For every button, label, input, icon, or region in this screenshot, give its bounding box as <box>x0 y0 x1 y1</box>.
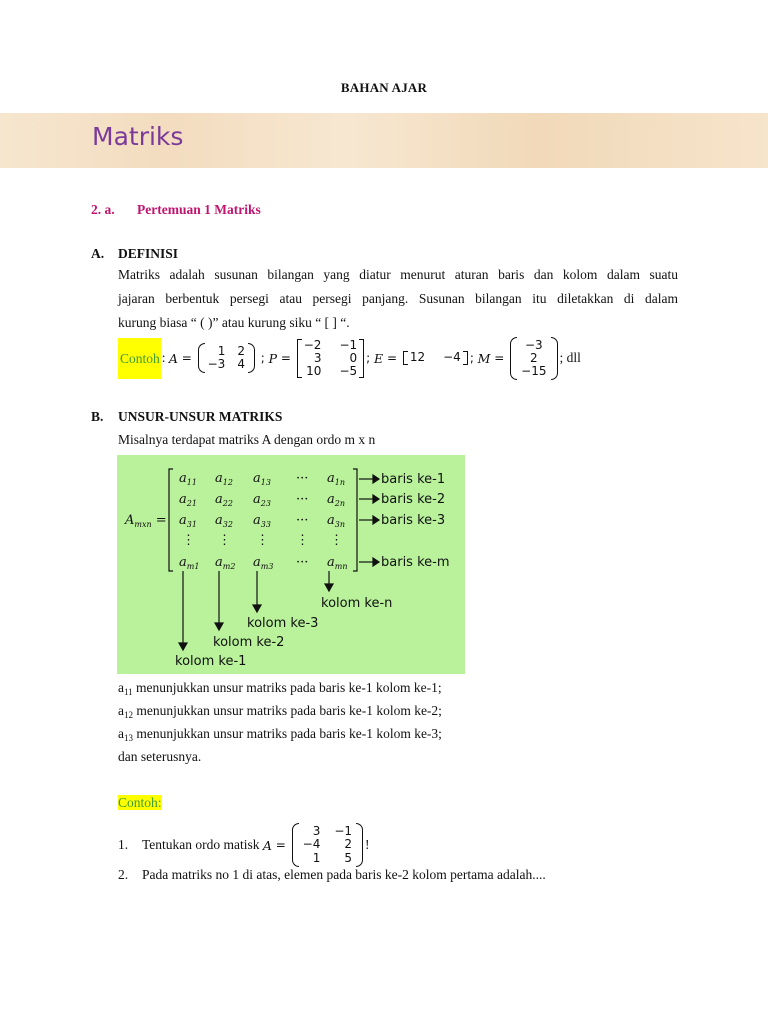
question-matrix-name: A <box>262 837 272 853</box>
figure-matrix-cell: $a_{11}$ <box>179 471 197 487</box>
element-line-2 <box>118 703 442 720</box>
figure-matrix-cell: $a_{23}$ <box>253 492 271 508</box>
matrix-p-cell: 10 <box>306 363 322 378</box>
question-matrix-cell: 3 <box>312 824 321 838</box>
figure-matrix-cell: $a_{3n}$ <box>327 513 346 529</box>
definition-line-1: Matriks adalah susunan bilangan yang diatur menurut aturan baris dan kolom dalam suatu <box>118 267 678 282</box>
question-text: Pada matriks no 1 di atas, elemen pada baris ke-2 kolom pertama adalah.... <box>142 867 546 882</box>
matrix-a-name: A <box>168 350 178 366</box>
dll-text: ; dll <box>559 350 581 365</box>
figure-matrix-cell: $a_{m2}$ <box>215 555 236 571</box>
question-number: 2. <box>118 867 129 882</box>
document-header: BAHAN AJAR <box>340 80 428 95</box>
matrix-p-cell: −5 <box>339 363 358 378</box>
question-matrix-cell: −1 <box>334 824 353 838</box>
matrix-p-cell: −2 <box>303 337 322 352</box>
row-label: baris ke-3 <box>381 513 446 528</box>
matrix-m-cell: −3 <box>524 337 543 352</box>
meeting-title: Pertemuan 1 Matriks <box>137 202 261 217</box>
figure-matrix-cell: $a_{31}$ <box>179 513 197 529</box>
element-description: menunjukkan unsur matriks pada baris ke-1 kolom ke-1; <box>132 680 442 695</box>
question-suffix: ! <box>365 837 370 852</box>
definition-line-2: jajaran berbentuk persegi atau persegi panjang. Susunan bilangan itu diletakkan di dalam <box>118 291 678 306</box>
contoh-2-label <box>118 795 162 811</box>
element-subscript: 13 <box>124 733 133 743</box>
figure-matrix-cell: $a_{32}$ <box>215 513 233 529</box>
question-matrix-cell: −4 <box>302 837 321 852</box>
question-matrix-cell: 1 <box>312 850 321 865</box>
definition-line-3: kurung biasa “ ( )” atau kurung siku “ [ ] “. <box>118 315 350 330</box>
contoh-2-text: Contoh: <box>118 795 162 810</box>
matrix-p-cell: 3 <box>313 350 322 365</box>
contoh-highlight <box>118 338 161 379</box>
banner-title: Matriks <box>92 122 184 151</box>
element-symbol: a <box>118 680 124 695</box>
meeting-heading <box>91 202 261 218</box>
figure-matrix-cell: $a_{m3}$ <box>253 555 274 571</box>
figure-matrix-cell: $a_{12}$ <box>215 471 233 487</box>
matrix-m <box>510 337 557 380</box>
matrix-p <box>297 339 364 378</box>
element-line-1 <box>118 680 442 697</box>
figure-matrix-cell: $a_{22}$ <box>215 492 233 508</box>
matrix-e <box>403 351 468 365</box>
element-description: menunjukkan unsur matriks pada baris ke-1 kolom ke-3; <box>133 726 442 741</box>
figure-matrix-cell: $a_{13}$ <box>253 471 271 487</box>
matrix-a-cell: 1 <box>217 344 226 358</box>
figure-matrix-cell: $a_{1n}$ <box>327 471 346 487</box>
element-subscript: 11 <box>124 687 133 697</box>
section-b-title: UNSUR-UNSUR MATRIKS <box>118 409 283 424</box>
figure-matrix-cell: $a_{33}$ <box>253 513 271 529</box>
element-subscript: 12 <box>124 710 133 720</box>
question-matrix-cell: 2 <box>344 837 353 852</box>
figure-matrix-cell: ⋮ <box>182 533 195 548</box>
figure-matrix-cell: ⋮ <box>330 533 343 548</box>
figure-matrix-cell: ··· <box>296 471 309 486</box>
question-number: 1. <box>118 837 129 852</box>
matrix-p-name: P <box>268 350 278 366</box>
question-matrix-cell: 5 <box>344 850 353 865</box>
element-line-3 <box>118 726 442 743</box>
element-description: menunjukkan unsur matriks pada baris ke-1 kolom ke-2; <box>133 703 442 718</box>
question-2 <box>118 867 546 883</box>
matrix-a-cell: −3 <box>207 357 226 371</box>
figure-matrix-cell: ⋮ <box>218 533 231 548</box>
question-text: Tentukan ordo matisk <box>142 837 260 852</box>
figure-matrix-label: $A_{mxn}$ = <box>125 513 167 529</box>
matrix-e-cell: −4 <box>443 350 461 364</box>
matrix-e-name: E <box>374 350 384 366</box>
figure-matrix-cell: ⋮ <box>296 533 309 548</box>
contoh-label: Contoh <box>120 350 160 366</box>
figure-matrix-cell: ⋮ <box>256 533 269 548</box>
figure-matrix-cell: $a_{m1}$ <box>179 555 200 571</box>
column-label: kolom ke-2 <box>213 635 285 650</box>
matrix-p-cell: −1 <box>339 337 358 352</box>
matrix-a-cell: 4 <box>237 357 245 371</box>
meeting-number: 2. a. <box>91 202 115 217</box>
matrix-element-figure <box>117 455 465 674</box>
section-b-intro: Misalnya terdapat matriks A dengan ordo m x n <box>118 432 376 447</box>
definition-example: Contoh : A = 1 2 −3 4 ; P = −2 −1 3 0 10 −5 ; E = 12 −4 ; M = −3 2 −15 ; dll <box>120 337 581 378</box>
section-b-letter: B. <box>91 409 104 424</box>
section-a-heading <box>91 246 178 262</box>
matrix-m-name: M <box>477 350 491 366</box>
section-b-heading <box>91 409 282 425</box>
matrix-m-cell: 2 <box>530 350 538 365</box>
matrix-e-cell: 12 <box>409 350 426 364</box>
question-1: 1. Tentukan ordo matisk A = 3 −1 −4 2 1 5 ! <box>118 830 370 860</box>
matrix-p-cell: 0 <box>349 350 358 365</box>
figure-matrix-cell: ··· <box>296 555 309 570</box>
matrix-a <box>198 343 255 373</box>
figure-matrix-cell: ··· <box>296 513 309 528</box>
section-a-title: DEFINISI <box>118 246 179 261</box>
question-matrix <box>292 823 363 867</box>
column-label: kolom ke-1 <box>175 654 247 669</box>
row-label: baris ke-1 <box>381 472 446 487</box>
row-label: baris ke-m <box>381 555 450 570</box>
figure-matrix-cell: $a_{mn}$ <box>327 555 348 571</box>
etc-text: dan seterusnya. <box>118 749 202 764</box>
matrix-m-cell: −15 <box>521 363 547 378</box>
section-a-letter: A. <box>91 246 105 261</box>
row-label: baris ke-2 <box>381 492 446 507</box>
figure-matrix-cell: $a_{21}$ <box>179 492 197 508</box>
element-symbol: a <box>118 703 124 718</box>
element-symbol: a <box>118 726 124 741</box>
column-label: kolom ke-3 <box>247 616 319 631</box>
matrix-a-cell: 2 <box>237 344 245 358</box>
figure-matrix-cell: $a_{2n}$ <box>327 492 346 508</box>
column-label: kolom ke-n <box>321 596 393 611</box>
figure-matrix-cell: ··· <box>296 492 309 507</box>
